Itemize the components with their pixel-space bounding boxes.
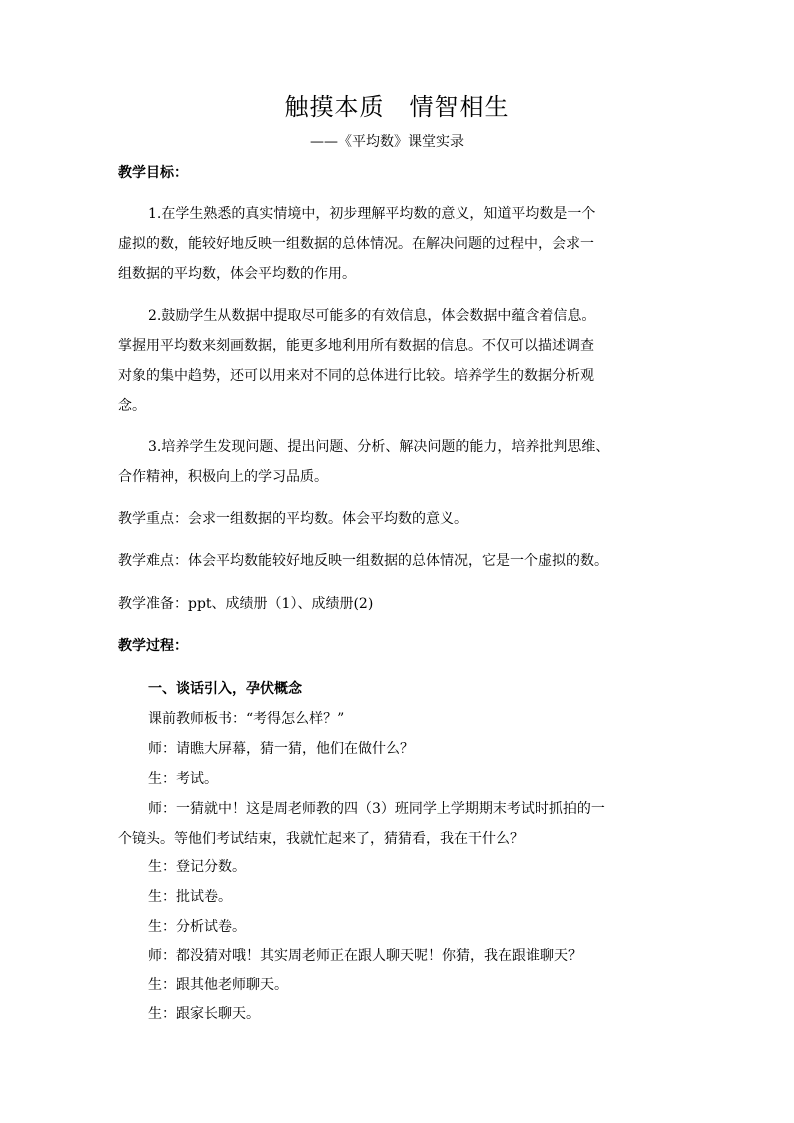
objective2-line4: 念。 — [118, 398, 146, 414]
section1-heading: 一、谈话引入，孕伏概念 — [148, 681, 302, 697]
objective3-line2: 合作精神，积极向上的学习品质。 — [118, 469, 328, 485]
objectives-heading: 教学目标： — [118, 165, 188, 181]
dialogue-line: 生：考试。 — [148, 771, 218, 787]
difficulty: 教学难点：体会平均数能较好地反映一组数据的总体情况，它是一个虚拟的数。 — [118, 553, 608, 569]
process-heading: 教学过程： — [118, 638, 188, 654]
dialogue-line: 生：登记分数。 — [148, 859, 246, 875]
objective1-line3: 组数据的平均数，体会平均数的作用。 — [118, 266, 356, 282]
objective1-line2: 虚拟的数，能较好地反映一组数据的总体情况。在解决问题的过程中，会求一 — [118, 236, 594, 252]
objective3-line1: 3.培养学生发现问题、提出问题、分析、解决问题的能力，培养批判思维、 — [148, 439, 610, 455]
dialogue-line: 生：跟家长聊天。 — [148, 1006, 260, 1022]
dialogue-line: 生：分析试卷。 — [148, 919, 246, 935]
document-subtitle: ——《平均数》课堂实录 — [310, 134, 464, 150]
dialogue-line: 课前教师板书：“考得怎么样？” — [148, 711, 345, 727]
dialogue-line: 师：请瞧大屏幕，猜一猜，他们在做什么？ — [148, 741, 414, 757]
dialogue-line: 师：一猜就中！这是周老师教的四（3）班同学上学期期末考试时抓拍的一 — [148, 801, 605, 817]
dialogue-line: 师：都没猜对哦！其实周老师正在跟人聊天呢！你猜，我在跟谁聊天？ — [148, 948, 582, 964]
key-point: 教学重点：会求一组数据的平均数。体会平均数的意义。 — [118, 511, 468, 527]
objective2-line2: 掌握用平均数来刻画数据，能更多地利用所有数据的信息。不仅可以描述调查 — [118, 338, 594, 354]
dialogue-line: 生：批试卷。 — [148, 889, 232, 905]
dialogue-line: 生：跟其他老师聊天。 — [148, 977, 288, 993]
document-title: 触摸本质 情智相生 — [284, 93, 510, 121]
objective2-line1: 2.鼓励学生从数据中提取尽可能多的有效信息，体会数据中蕴含着信息。 — [148, 308, 596, 324]
dialogue-line: 个镜头。等他们考试结束，我就忙起来了，猜猜看，我在干什么？ — [118, 831, 524, 847]
objective1-line1: 1.在学生熟悉的真实情境中，初步理解平均数的意义，知道平均数是一个 — [148, 206, 596, 222]
preparation: 教学准备：ppt、成绩册（1）、成绩册(2) — [118, 596, 374, 612]
objective2-line3: 对象的集中趋势，还可以用来对不同的总体进行比较。培养学生的数据分析观 — [118, 368, 594, 384]
